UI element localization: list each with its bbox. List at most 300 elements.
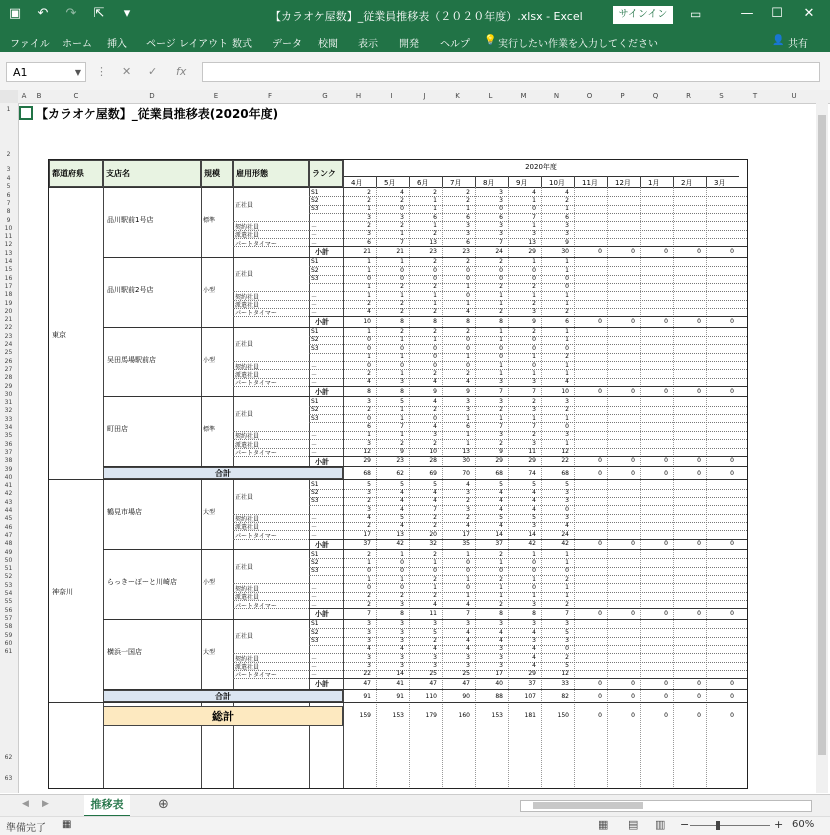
- row-header[interactable]: 53: [4, 581, 13, 589]
- value-cell[interactable]: 0: [565, 283, 569, 291]
- zoom-in-icon[interactable]: +: [774, 818, 784, 831]
- value-cell[interactable]: 2: [565, 600, 569, 608]
- subtotal-cell[interactable]: 0: [697, 609, 701, 617]
- subtotal-cell[interactable]: 0: [631, 247, 635, 255]
- value-cell[interactable]: 3: [466, 230, 470, 238]
- value-cell[interactable]: 9: [400, 448, 404, 455]
- value-cell[interactable]: 1: [367, 328, 371, 336]
- value-cell[interactable]: 25: [429, 670, 437, 678]
- subtotal-cell[interactable]: 0: [730, 387, 734, 395]
- subtotal-cell[interactable]: 29: [495, 457, 503, 465]
- value-cell[interactable]: 3: [466, 406, 470, 414]
- value-cell[interactable]: 2: [499, 439, 503, 447]
- value-cell[interactable]: 4: [532, 662, 536, 670]
- value-cell[interactable]: 3: [499, 662, 503, 670]
- row-header[interactable]: 17: [4, 282, 13, 290]
- value-cell[interactable]: 1: [367, 283, 371, 291]
- column-header[interactable]: A: [21, 92, 27, 100]
- subtotal-cell[interactable]: 0: [598, 247, 602, 255]
- value-cell[interactable]: 0: [400, 266, 404, 274]
- subtotal-cell[interactable]: 9: [466, 387, 470, 395]
- total-cell[interactable]: 68: [495, 470, 503, 478]
- value-cell[interactable]: 1: [565, 336, 569, 344]
- zoom-slider[interactable]: [690, 825, 770, 826]
- value-cell[interactable]: 2: [466, 369, 470, 377]
- value-cell[interactable]: 2: [499, 600, 503, 608]
- tell-me-search[interactable]: 実行したい作業を入力してください: [498, 39, 658, 50]
- value-cell[interactable]: 17: [462, 530, 470, 538]
- value-cell[interactable]: 1: [367, 266, 371, 274]
- subtotal-cell[interactable]: 21: [363, 247, 371, 255]
- subtotal-cell[interactable]: 0: [697, 679, 701, 687]
- value-cell[interactable]: 1: [565, 414, 569, 422]
- value-cell[interactable]: 2: [433, 369, 437, 377]
- value-cell[interactable]: 4: [499, 489, 503, 497]
- value-cell[interactable]: 1: [400, 258, 404, 266]
- value-cell[interactable]: 4: [400, 522, 404, 530]
- value-cell[interactable]: 2: [466, 188, 470, 196]
- total-cell[interactable]: 91: [363, 692, 371, 700]
- value-cell[interactable]: 3: [499, 378, 503, 386]
- row-header[interactable]: 5: [6, 183, 11, 191]
- selected-cell[interactable]: [19, 106, 33, 120]
- grand-total-cell[interactable]: 0: [730, 711, 734, 719]
- value-cell[interactable]: 0: [532, 344, 536, 352]
- value-cell[interactable]: 5: [565, 662, 569, 670]
- value-cell[interactable]: 3: [499, 645, 503, 653]
- total-cell[interactable]: 0: [697, 470, 701, 478]
- value-cell[interactable]: 1: [532, 196, 536, 204]
- subtotal-cell[interactable]: 0: [598, 457, 602, 465]
- value-cell[interactable]: 3: [565, 497, 569, 505]
- value-cell[interactable]: 3: [367, 653, 371, 661]
- subtotal-cell[interactable]: 42: [528, 540, 536, 548]
- subtotal-cell[interactable]: 0: [730, 540, 734, 548]
- value-cell[interactable]: 1: [499, 592, 503, 600]
- subtotal-cell[interactable]: 0: [664, 387, 668, 395]
- column-header[interactable]: F: [267, 92, 273, 100]
- close-icon[interactable]: ✕: [803, 6, 815, 21]
- column-header[interactable]: S: [719, 92, 724, 100]
- value-cell[interactable]: 3: [466, 397, 470, 405]
- value-cell[interactable]: 2: [433, 439, 437, 447]
- maximize-icon[interactable]: ☐: [771, 6, 783, 21]
- value-cell[interactable]: 2: [433, 328, 437, 336]
- row-header[interactable]: 50: [4, 556, 13, 564]
- value-cell[interactable]: 1: [466, 431, 470, 439]
- value-cell[interactable]: 6: [565, 213, 569, 221]
- value-cell[interactable]: 0: [565, 344, 569, 352]
- macro-record-icon[interactable]: ▦: [62, 819, 72, 830]
- value-cell[interactable]: 2: [367, 550, 371, 558]
- value-cell[interactable]: 4: [565, 378, 569, 386]
- value-cell[interactable]: 3: [499, 221, 503, 229]
- value-cell[interactable]: 6: [433, 213, 437, 221]
- total-cell[interactable]: 0: [664, 470, 668, 478]
- customize-icon[interactable]: ▾: [123, 6, 131, 21]
- subtotal-cell[interactable]: 7: [565, 609, 569, 617]
- value-cell[interactable]: 2: [433, 575, 437, 583]
- row-header[interactable]: 31: [4, 399, 13, 407]
- value-cell[interactable]: 29: [528, 670, 536, 678]
- value-cell[interactable]: 0: [400, 567, 404, 575]
- page-break-view-icon[interactable]: ▥: [655, 818, 666, 831]
- value-cell[interactable]: 1: [466, 300, 470, 308]
- value-cell[interactable]: 2: [466, 328, 470, 336]
- value-cell[interactable]: 0: [433, 414, 437, 422]
- row-header[interactable]: 61: [4, 648, 13, 656]
- value-cell[interactable]: 3: [466, 620, 470, 628]
- total-cell[interactable]: 90: [462, 692, 470, 700]
- row-header[interactable]: 49: [4, 548, 13, 556]
- value-cell[interactable]: 1: [400, 575, 404, 583]
- value-cell[interactable]: 0: [565, 422, 569, 430]
- value-cell[interactable]: 0: [466, 336, 470, 344]
- minimize-icon[interactable]: —: [740, 6, 754, 21]
- value-cell[interactable]: 1: [367, 575, 371, 583]
- value-cell[interactable]: 4: [400, 489, 404, 497]
- value-cell[interactable]: 4: [532, 497, 536, 505]
- value-cell[interactable]: 4: [400, 188, 404, 196]
- value-cell[interactable]: 2: [400, 328, 404, 336]
- value-cell[interactable]: 0: [466, 344, 470, 352]
- value-cell[interactable]: 4: [367, 514, 371, 522]
- value-cell[interactable]: 1: [532, 291, 536, 299]
- value-cell[interactable]: 3: [532, 637, 536, 644]
- value-cell[interactable]: 3: [499, 653, 503, 661]
- value-cell[interactable]: 1: [466, 353, 470, 361]
- value-cell[interactable]: 6: [367, 238, 371, 246]
- value-cell[interactable]: 1: [499, 336, 503, 344]
- value-cell[interactable]: 4: [565, 188, 569, 196]
- value-cell[interactable]: 2: [499, 258, 503, 266]
- value-cell[interactable]: 1: [532, 369, 536, 377]
- value-cell[interactable]: 3: [400, 628, 404, 636]
- value-cell[interactable]: 3: [367, 620, 371, 628]
- row-header[interactable]: 2: [6, 151, 11, 158]
- row-header[interactable]: 52: [4, 573, 13, 581]
- column-header[interactable]: E: [213, 92, 219, 100]
- subtotal-cell[interactable]: 8: [400, 317, 404, 325]
- subtotal-cell[interactable]: 37: [528, 679, 536, 687]
- row-header[interactable]: 13: [4, 249, 13, 257]
- subtotal-cell[interactable]: 0: [598, 540, 602, 548]
- row-header[interactable]: 40: [4, 473, 13, 481]
- subtotal-cell[interactable]: 6: [565, 317, 569, 325]
- row-header[interactable]: 57: [4, 614, 13, 622]
- value-cell[interactable]: 7: [532, 422, 536, 430]
- row-header[interactable]: 58: [4, 623, 13, 631]
- value-cell[interactable]: 3: [565, 620, 569, 628]
- zoom-slider-thumb[interactable]: [716, 821, 720, 830]
- value-cell[interactable]: 2: [565, 653, 569, 661]
- row-header[interactable]: 16: [4, 274, 13, 282]
- grand-total-cell[interactable]: 179: [425, 711, 437, 719]
- row-header[interactable]: 46: [4, 523, 13, 531]
- subtotal-cell[interactable]: 0: [664, 457, 668, 465]
- value-cell[interactable]: 0: [433, 275, 437, 282]
- value-cell[interactable]: 1: [433, 336, 437, 344]
- zoom-out-icon[interactable]: −: [680, 818, 690, 831]
- value-cell[interactable]: 3: [400, 653, 404, 661]
- value-cell[interactable]: 2: [499, 575, 503, 583]
- value-cell[interactable]: 4: [433, 422, 437, 430]
- value-cell[interactable]: 4: [532, 489, 536, 497]
- value-cell[interactable]: 0: [367, 344, 371, 352]
- tab-home[interactable]: ホーム: [62, 39, 92, 50]
- value-cell[interactable]: 4: [400, 497, 404, 505]
- value-cell[interactable]: 14: [495, 530, 503, 538]
- subtotal-cell[interactable]: 8: [367, 387, 371, 395]
- value-cell[interactable]: 2: [433, 283, 437, 291]
- value-cell[interactable]: 4: [466, 645, 470, 653]
- value-cell[interactable]: 2: [532, 283, 536, 291]
- row-header[interactable]: 18: [4, 291, 13, 299]
- row-header[interactable]: 9: [6, 216, 11, 224]
- value-cell[interactable]: 2: [367, 221, 371, 229]
- value-cell[interactable]: 2: [433, 188, 437, 196]
- value-cell[interactable]: 2: [367, 196, 371, 204]
- value-cell[interactable]: 0: [532, 567, 536, 575]
- value-cell[interactable]: 2: [532, 397, 536, 405]
- value-cell[interactable]: 2: [499, 406, 503, 414]
- value-cell[interactable]: 5: [532, 514, 536, 522]
- subtotal-cell[interactable]: 8: [400, 387, 404, 395]
- value-cell[interactable]: 3: [499, 431, 503, 439]
- column-header[interactable]: D: [149, 92, 155, 100]
- column-header[interactable]: P: [620, 92, 625, 100]
- value-cell[interactable]: 1: [499, 558, 503, 566]
- subtotal-cell[interactable]: 0: [631, 387, 635, 395]
- value-cell[interactable]: 1: [433, 300, 437, 308]
- value-cell[interactable]: 4: [433, 489, 437, 497]
- subtotal-cell[interactable]: 8: [466, 317, 470, 325]
- value-cell[interactable]: 0: [532, 205, 536, 213]
- subtotal-cell[interactable]: 47: [429, 679, 437, 687]
- value-cell[interactable]: 1: [532, 414, 536, 422]
- row-header[interactable]: 32: [4, 407, 13, 415]
- value-cell[interactable]: 2: [433, 522, 437, 530]
- value-cell[interactable]: 2: [433, 258, 437, 266]
- subtotal-cell[interactable]: 24: [495, 247, 503, 255]
- value-cell[interactable]: 3: [367, 637, 371, 644]
- value-cell[interactable]: 0: [466, 567, 470, 575]
- value-cell[interactable]: 0: [499, 266, 503, 274]
- value-cell[interactable]: 0: [433, 344, 437, 352]
- value-cell[interactable]: 3: [499, 230, 503, 238]
- total-cell[interactable]: 0: [730, 470, 734, 478]
- value-cell[interactable]: 1: [565, 583, 569, 591]
- subtotal-cell[interactable]: 8: [400, 609, 404, 617]
- column-header[interactable]: N: [553, 92, 560, 100]
- redo-icon[interactable]: ↷: [65, 6, 77, 21]
- subtotal-cell[interactable]: 29: [528, 457, 536, 465]
- value-cell[interactable]: 3: [565, 431, 569, 439]
- sheet-tab-active[interactable]: 推移表: [84, 795, 130, 817]
- row-header[interactable]: 47: [4, 531, 13, 539]
- row-header[interactable]: 37: [4, 448, 13, 456]
- column-header[interactable]: R: [686, 92, 691, 100]
- value-cell[interactable]: 13: [528, 238, 536, 246]
- subtotal-cell[interactable]: 42: [396, 540, 404, 548]
- value-cell[interactable]: 7: [433, 505, 437, 513]
- value-cell[interactable]: 7: [400, 422, 404, 430]
- value-cell[interactable]: 2: [466, 497, 470, 505]
- value-cell[interactable]: 10: [429, 448, 437, 455]
- value-cell[interactable]: 1: [565, 266, 569, 274]
- subtotal-cell[interactable]: 37: [363, 540, 371, 548]
- value-cell[interactable]: 3: [499, 620, 503, 628]
- value-cell[interactable]: 2: [532, 300, 536, 308]
- row-header[interactable]: 29: [4, 382, 13, 390]
- subtotal-cell[interactable]: 23: [429, 247, 437, 255]
- value-cell[interactable]: 4: [499, 505, 503, 513]
- value-cell[interactable]: 3: [367, 397, 371, 405]
- value-cell[interactable]: 1: [466, 205, 470, 213]
- value-cell[interactable]: 0: [367, 583, 371, 591]
- value-cell[interactable]: 1: [499, 328, 503, 336]
- row-header[interactable]: 1: [6, 106, 11, 113]
- value-cell[interactable]: 5: [433, 628, 437, 636]
- subtotal-cell[interactable]: 0: [697, 457, 701, 465]
- cursor-icon[interactable]: ⇱: [93, 6, 105, 21]
- value-cell[interactable]: 4: [565, 522, 569, 530]
- value-cell[interactable]: 3: [499, 196, 503, 204]
- value-cell[interactable]: 7: [499, 238, 503, 246]
- value-cell[interactable]: 1: [532, 221, 536, 229]
- value-cell[interactable]: 4: [466, 522, 470, 530]
- row-header[interactable]: 44: [4, 507, 13, 514]
- value-cell[interactable]: 1: [433, 221, 437, 229]
- subtotal-cell[interactable]: 0: [697, 317, 701, 325]
- value-cell[interactable]: 0: [400, 583, 404, 591]
- value-cell[interactable]: 4: [367, 308, 371, 316]
- value-cell[interactable]: 3: [433, 431, 437, 439]
- subtotal-cell[interactable]: 0: [631, 679, 635, 687]
- value-cell[interactable]: 4: [466, 378, 470, 386]
- value-cell[interactable]: 0: [400, 344, 404, 352]
- value-cell[interactable]: 0: [532, 558, 536, 566]
- subtotal-cell[interactable]: 0: [631, 609, 635, 617]
- value-cell[interactable]: 4: [433, 600, 437, 608]
- subtotal-cell[interactable]: 47: [462, 679, 470, 687]
- value-cell[interactable]: 1: [532, 550, 536, 558]
- value-cell[interactable]: 5: [367, 480, 371, 488]
- value-cell[interactable]: 13: [429, 238, 437, 246]
- value-cell[interactable]: 4: [532, 188, 536, 196]
- value-cell[interactable]: 1: [367, 353, 371, 361]
- value-cell[interactable]: 3: [400, 637, 404, 644]
- subtotal-cell[interactable]: 0: [664, 247, 668, 255]
- value-cell[interactable]: 0: [532, 336, 536, 344]
- value-cell[interactable]: 2: [400, 283, 404, 291]
- row-header[interactable]: 41: [4, 482, 13, 490]
- column-header[interactable]: B: [36, 92, 42, 100]
- value-cell[interactable]: 2: [367, 600, 371, 608]
- subtotal-cell[interactable]: 37: [495, 540, 503, 548]
- value-cell[interactable]: 2: [400, 592, 404, 600]
- value-cell[interactable]: 3: [367, 628, 371, 636]
- value-cell[interactable]: 17: [495, 670, 503, 678]
- subtotal-cell[interactable]: 41: [396, 679, 404, 687]
- value-cell[interactable]: 2: [433, 406, 437, 414]
- value-cell[interactable]: 0: [400, 558, 404, 566]
- column-header[interactable]: T: [752, 92, 758, 100]
- total-cell[interactable]: 68: [561, 470, 569, 478]
- value-cell[interactable]: 5: [400, 514, 404, 522]
- row-header[interactable]: 35: [4, 432, 13, 440]
- row-header[interactable]: 63: [4, 775, 13, 782]
- value-cell[interactable]: 3: [367, 439, 371, 447]
- column-header[interactable]: O: [586, 92, 593, 100]
- value-cell[interactable]: 20: [429, 530, 437, 538]
- value-cell[interactable]: 4: [433, 645, 437, 653]
- subtotal-cell[interactable]: 42: [561, 540, 569, 548]
- value-cell[interactable]: 0: [367, 275, 371, 282]
- tab-developer[interactable]: 開発: [399, 39, 419, 50]
- subtotal-cell[interactable]: 8: [499, 609, 503, 617]
- value-cell[interactable]: 0: [466, 583, 470, 591]
- column-header[interactable]: H: [355, 92, 362, 100]
- value-cell[interactable]: 24: [561, 530, 569, 538]
- value-cell[interactable]: 0: [499, 344, 503, 352]
- value-cell[interactable]: 9: [499, 448, 503, 455]
- row-header[interactable]: 62: [4, 754, 13, 761]
- value-cell[interactable]: 2: [367, 592, 371, 600]
- subtotal-cell[interactable]: 0: [697, 247, 701, 255]
- subtotal-cell[interactable]: 10: [561, 387, 569, 395]
- value-cell[interactable]: 12: [561, 448, 569, 455]
- value-cell[interactable]: 3: [400, 213, 404, 221]
- column-header[interactable]: K: [455, 92, 460, 100]
- value-cell[interactable]: 3: [532, 230, 536, 238]
- value-cell[interactable]: 0: [367, 361, 371, 369]
- row-header[interactable]: 60: [4, 639, 13, 647]
- row-header[interactable]: 14: [4, 258, 13, 265]
- value-cell[interactable]: 0: [532, 266, 536, 274]
- value-cell[interactable]: 7: [499, 422, 503, 430]
- value-cell[interactable]: 2: [400, 196, 404, 204]
- subtotal-cell[interactable]: 7: [367, 609, 371, 617]
- column-header[interactable]: U: [791, 92, 797, 100]
- total-cell[interactable]: 70: [462, 470, 470, 478]
- value-cell[interactable]: 2: [565, 196, 569, 204]
- subtotal-cell[interactable]: 0: [697, 540, 701, 548]
- value-cell[interactable]: 0: [466, 291, 470, 299]
- total-cell[interactable]: 68: [363, 470, 371, 478]
- value-cell[interactable]: 4: [466, 308, 470, 316]
- grand-total-cell[interactable]: 159: [359, 711, 371, 719]
- row-header[interactable]: 21: [4, 316, 13, 324]
- value-cell[interactable]: 6: [499, 213, 503, 221]
- value-cell[interactable]: 2: [499, 283, 503, 291]
- value-cell[interactable]: 2: [565, 353, 569, 361]
- subtotal-cell[interactable]: 0: [697, 387, 701, 395]
- tab-data[interactable]: データ: [272, 39, 302, 50]
- value-cell[interactable]: 0: [400, 361, 404, 369]
- total-cell[interactable]: 91: [396, 692, 404, 700]
- value-cell[interactable]: 7: [532, 213, 536, 221]
- value-cell[interactable]: 3: [433, 620, 437, 628]
- row-header[interactable]: 26: [4, 357, 13, 365]
- subtotal-cell[interactable]: 47: [363, 679, 371, 687]
- cancel-icon[interactable]: ✕: [122, 65, 132, 78]
- value-cell[interactable]: 5: [400, 480, 404, 488]
- share-button[interactable]: 共有: [788, 39, 808, 50]
- value-cell[interactable]: 0: [532, 583, 536, 591]
- value-cell[interactable]: 4: [367, 645, 371, 653]
- row-header[interactable]: 38: [4, 457, 13, 465]
